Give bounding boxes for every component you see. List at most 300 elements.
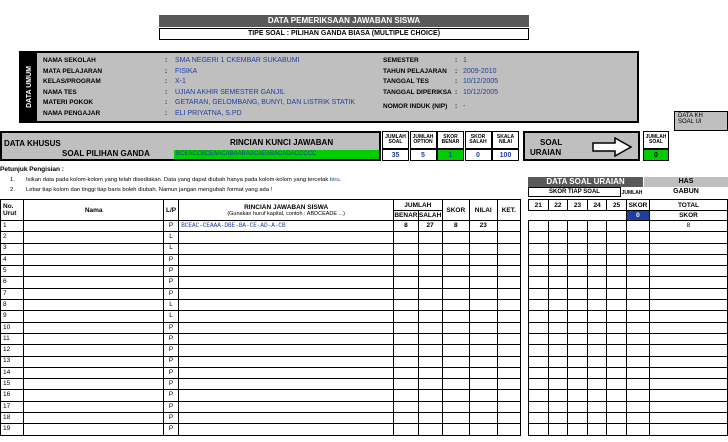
total-skor-cell	[649, 413, 727, 424]
cell-ket[interactable]	[497, 243, 521, 254]
info-colon: :	[165, 57, 168, 64]
uraian-score-cell[interactable]	[607, 390, 627, 401]
uraian-score-cell[interactable]	[529, 401, 549, 412]
uraian-score-cell[interactable]	[568, 311, 588, 322]
cell-nilai	[470, 333, 498, 344]
cell-rincian[interactable]	[179, 424, 394, 435]
uraian-score-cell[interactable]	[568, 345, 588, 356]
uraian-skor-cell	[626, 311, 649, 322]
cell-no: 17	[1, 401, 24, 412]
uraian-soal-21: 21	[529, 200, 549, 211]
cell-rincian[interactable]	[179, 322, 394, 333]
uraian-score-cell[interactable]	[529, 243, 549, 254]
uraian-score-cell[interactable]	[548, 300, 568, 311]
uraian-score-cell[interactable]	[568, 333, 588, 344]
info-colon: :	[455, 102, 458, 110]
cell-nama[interactable]	[24, 345, 164, 356]
cell-lp[interactable]: P	[163, 322, 178, 333]
cell-no: 5	[1, 266, 24, 277]
uraian-row	[529, 232, 728, 243]
cell-lp[interactable]: P	[163, 288, 178, 299]
cell-salah	[418, 266, 442, 277]
uraian-skor-cell	[626, 333, 649, 344]
uraian-score-cell[interactable]	[529, 221, 549, 232]
cell-no: 11	[1, 333, 24, 344]
cell-nama[interactable]	[24, 322, 164, 333]
kunci-jawaban-field[interactable]: BCEACCBCEAACABAABAACAEABACADACCCCC	[174, 150, 379, 159]
rincian-kunci-label: RINCIAN KUNCI JAWABAN	[230, 138, 334, 147]
sheet-subtitle: TIPE SOAL : PILIHAN GANDA BIASA (MULTIPLE CHOICE)	[159, 28, 529, 40]
uraian-row	[529, 401, 728, 412]
cell-salah	[418, 379, 442, 390]
info-value[interactable]: UJIAN AKHIR SEMESTER GANJIL	[175, 88, 286, 96]
info-value[interactable]: SMA NEGERI 1 CKEMBAR SUKABUMI	[175, 57, 300, 64]
uraian-score-cell[interactable]	[607, 424, 627, 435]
uraian-score-cell[interactable]	[607, 413, 627, 424]
uraian-row	[529, 390, 728, 401]
uraian-score-cell[interactable]	[587, 254, 607, 265]
info-colon: :	[455, 78, 458, 85]
col-nama: Nama	[24, 200, 164, 221]
cell-nilai	[470, 288, 498, 299]
cell-nama[interactable]	[24, 413, 164, 424]
uraian-score-cell[interactable]	[548, 401, 568, 412]
uraian-col-value[interactable]: 0	[643, 149, 669, 161]
uraian-score-cell[interactable]	[607, 277, 627, 288]
uraian-score-cell[interactable]	[568, 424, 588, 435]
cell-nilai	[470, 266, 498, 277]
cell-no: 6	[1, 277, 24, 288]
cell-lp[interactable]: P	[163, 367, 178, 378]
uraian-score-cell[interactable]	[529, 333, 549, 344]
uraian-skor-cell	[626, 300, 649, 311]
uraian-score-cell[interactable]	[568, 356, 588, 367]
info-row	[43, 57, 393, 68]
cell-benar	[394, 266, 419, 277]
cell-lp[interactable]: P	[163, 333, 178, 344]
uraian-score-cell[interactable]	[607, 288, 627, 299]
cell-rincian[interactable]	[179, 367, 394, 378]
cell-nama[interactable]	[24, 356, 164, 367]
cell-ket[interactable]	[497, 401, 521, 412]
cell-rincian[interactable]	[179, 390, 394, 401]
uraian-score-cell[interactable]	[548, 277, 568, 288]
cell-salah	[418, 254, 442, 265]
info-value[interactable]: ELI PRIYATNA, S.PD	[175, 109, 242, 117]
cell-rincian[interactable]	[179, 311, 394, 322]
cell-rincian[interactable]	[179, 254, 394, 265]
table-row	[1, 254, 521, 265]
table-row	[1, 424, 521, 435]
total-skor-cell	[649, 300, 727, 311]
cell-lp[interactable]: P	[163, 424, 178, 435]
cell-lp[interactable]: P	[163, 254, 178, 265]
uraian-score-cell[interactable]	[607, 345, 627, 356]
uraian-soal-22: 22	[548, 200, 568, 211]
uraian-score-cell[interactable]	[568, 322, 588, 333]
cell-nama[interactable]	[24, 266, 164, 277]
uraian-score-cell[interactable]	[607, 401, 627, 412]
cell-ket[interactable]	[497, 254, 521, 265]
uraian-score-cell[interactable]	[548, 243, 568, 254]
table-row	[1, 356, 521, 367]
total-skor-cell	[649, 345, 727, 356]
total-skor-cell	[649, 322, 727, 333]
uraian-score-cell[interactable]	[529, 367, 549, 378]
cell-nama[interactable]	[24, 401, 164, 412]
cell-salah	[418, 367, 442, 378]
cell-nilai	[470, 401, 498, 412]
cell-rincian[interactable]: BCEAC-CEAAA-DBE-BA-CE-AD-A-CB	[179, 221, 394, 232]
uraian-score-cell[interactable]	[587, 243, 607, 254]
uraian-score-cell[interactable]	[529, 345, 549, 356]
info-colon: :	[165, 99, 168, 106]
uraian-score-cell[interactable]	[587, 379, 607, 390]
uraian-score-cell[interactable]	[529, 300, 549, 311]
cell-ket[interactable]	[497, 356, 521, 367]
khusus-col-header: SKOR BENAR	[437, 131, 464, 149]
khusus-col-header: SKOR SALAH	[465, 131, 492, 149]
cell-lp[interactable]: P	[163, 277, 178, 288]
uraian-skor-cell	[626, 390, 649, 401]
cell-skor	[442, 266, 470, 277]
cell-rincian[interactable]	[179, 379, 394, 390]
cell-ket[interactable]	[497, 300, 521, 311]
cell-nama[interactable]	[24, 333, 164, 344]
cell-lp[interactable]: P	[163, 221, 178, 232]
uraian-score-cell[interactable]	[548, 413, 568, 424]
uraian-score-cell[interactable]	[587, 333, 607, 344]
uraian-score-cell[interactable]	[607, 300, 627, 311]
info-row	[43, 78, 393, 89]
cell-rincian[interactable]	[179, 288, 394, 299]
cell-nama[interactable]	[24, 232, 164, 243]
cell-rincian[interactable]	[179, 333, 394, 344]
uraian-score-cell[interactable]	[568, 288, 588, 299]
uraian-score-cell[interactable]	[548, 322, 568, 333]
data-khusus-label: DATA KHUSUS	[4, 139, 61, 148]
info-colon: :	[165, 109, 168, 117]
cell-lp[interactable]: L	[163, 232, 178, 243]
cell-salah	[418, 424, 442, 435]
uraian-score-cell[interactable]	[607, 243, 627, 254]
khusus-col-value[interactable]: 1	[437, 149, 464, 161]
uraian-score-cell[interactable]	[607, 221, 627, 232]
uraian-score-cell[interactable]	[587, 300, 607, 311]
uraian-score-cell[interactable]	[587, 311, 607, 322]
cell-ket[interactable]	[497, 424, 521, 435]
total-skor-cell	[649, 311, 727, 322]
uraian-row	[529, 300, 728, 311]
cell-nilai	[470, 300, 498, 311]
info-value[interactable]: 10/12/2005	[463, 88, 499, 96]
uraian-score-cell[interactable]	[607, 322, 627, 333]
khusus-col-header: JUMLAH OPTION	[410, 131, 437, 149]
cell-benar	[394, 288, 419, 299]
cell-nama[interactable]	[24, 288, 164, 299]
uraian-score-cell[interactable]	[568, 243, 588, 254]
cell-no: 7	[1, 288, 24, 299]
cell-lp[interactable]: P	[163, 390, 178, 401]
cell-rincian[interactable]	[179, 266, 394, 277]
uraian-score-cell[interactable]	[548, 424, 568, 435]
cell-benar	[394, 322, 419, 333]
cell-no: 16	[1, 390, 24, 401]
uraian-score-cell[interactable]	[587, 367, 607, 378]
cell-nilai	[470, 379, 498, 390]
table-row	[1, 243, 521, 254]
uraian-score-cell[interactable]	[529, 413, 549, 424]
total-skor-cell	[649, 390, 727, 401]
uraian-score-cell[interactable]	[607, 266, 627, 277]
uraian-score-cell[interactable]	[587, 288, 607, 299]
uraian-score-cell[interactable]	[529, 379, 549, 390]
table-row	[1, 221, 521, 232]
cell-ket[interactable]	[497, 221, 521, 232]
cell-rincian[interactable]	[179, 277, 394, 288]
table-row	[1, 232, 521, 243]
cell-ket[interactable]	[497, 322, 521, 333]
uraian-score-cell[interactable]	[568, 367, 588, 378]
uraian-skor-cell	[626, 221, 649, 232]
info-label: NOMOR INDUK (NIP)	[383, 102, 448, 110]
uraian-skor-cell	[626, 367, 649, 378]
cell-lp[interactable]: L	[163, 311, 178, 322]
uraian-score-cell[interactable]	[568, 266, 588, 277]
uraian-score-cell[interactable]	[568, 254, 588, 265]
uraian-skor-cell	[626, 379, 649, 390]
cell-nama[interactable]	[24, 379, 164, 390]
soal-pg-label: SOAL PILIHAN GANDA	[62, 149, 150, 158]
uraian-score-cell[interactable]	[548, 390, 568, 401]
total-skor-cell: 8	[649, 221, 727, 232]
uraian-score-cell[interactable]	[548, 232, 568, 243]
info-value[interactable]: X-1	[175, 78, 186, 85]
uraian-score-cell[interactable]	[529, 232, 549, 243]
cell-ket[interactable]	[497, 288, 521, 299]
table-row	[1, 311, 521, 322]
uraian-score-cell[interactable]	[529, 390, 549, 401]
info-colon: :	[455, 67, 458, 75]
cell-ket[interactable]	[497, 333, 521, 344]
cell-nama[interactable]	[24, 221, 164, 232]
uraian-score-cell[interactable]	[607, 254, 627, 265]
table-row	[1, 277, 521, 288]
cell-lp[interactable]: P	[163, 345, 178, 356]
arrow-right-icon	[591, 137, 633, 157]
uraian-score-cell[interactable]	[548, 254, 568, 265]
info-label: NAMA SEKOLAH	[43, 57, 96, 64]
cell-lp[interactable]: L	[163, 300, 178, 311]
cell-nama[interactable]	[24, 254, 164, 265]
info-value[interactable]: FISIKA	[175, 67, 198, 75]
uraian-score-cell[interactable]	[548, 266, 568, 277]
uraian-score-cell[interactable]	[529, 266, 549, 277]
col-no: No.	[3, 203, 14, 210]
cell-rincian[interactable]	[179, 401, 394, 412]
total-skor-cell	[649, 277, 727, 288]
uraian-score-cell[interactable]	[568, 221, 588, 232]
uraian-score-cell[interactable]	[568, 300, 588, 311]
uraian-score-cell[interactable]	[587, 322, 607, 333]
khusus-col-value[interactable]: 35	[382, 149, 409, 161]
petunjuk-text: Isikan data pada kolom-kolom yang telah disediakan. Data yang dapat diubah hanya pada kolom-kolom yang tercetak biru.	[26, 177, 342, 183]
uraian-score-cell[interactable]	[568, 379, 588, 390]
uraian-soal-24: 24	[587, 200, 607, 211]
uraian-skor-cell	[626, 243, 649, 254]
cell-nama[interactable]	[24, 367, 164, 378]
cell-rincian[interactable]	[179, 356, 394, 367]
uraian-score-cell[interactable]	[529, 277, 549, 288]
uraian-score-cell[interactable]	[568, 232, 588, 243]
table-row	[1, 322, 521, 333]
info-value[interactable]: 1	[463, 57, 467, 64]
cell-salah	[418, 243, 442, 254]
uraian-score-cell[interactable]	[587, 390, 607, 401]
cell-ket[interactable]	[497, 266, 521, 277]
col-ket: KET.	[497, 200, 521, 221]
total-skor-cell	[649, 243, 727, 254]
cell-rincian[interactable]	[179, 300, 394, 311]
uraian-score-cell[interactable]	[529, 254, 549, 265]
info-value[interactable]: -	[463, 102, 466, 110]
uraian-score-cell[interactable]	[587, 356, 607, 367]
uraian-score-cell[interactable]	[548, 367, 568, 378]
cell-salah	[418, 345, 442, 356]
cell-ket[interactable]	[497, 390, 521, 401]
cell-skor	[442, 243, 470, 254]
uraian-score-cell[interactable]	[587, 424, 607, 435]
skor2-header: SKOR	[649, 211, 727, 221]
cell-no: 1	[1, 221, 24, 232]
uraian-score-cell[interactable]	[568, 401, 588, 412]
cell-rincian[interactable]	[179, 232, 394, 243]
soal-uraian-band	[523, 131, 640, 161]
khusus-col-value[interactable]: 0	[465, 149, 492, 161]
cell-nama[interactable]	[24, 424, 164, 435]
uraian-score-cell[interactable]	[548, 221, 568, 232]
info-colon: :	[165, 88, 168, 96]
table-row	[1, 379, 521, 390]
cell-rincian[interactable]	[179, 345, 394, 356]
cell-lp[interactable]: P	[163, 379, 178, 390]
total-skor-cell	[649, 367, 727, 378]
cell-nama[interactable]	[24, 390, 164, 401]
cell-nilai	[470, 390, 498, 401]
uraian-score-cell[interactable]	[587, 221, 607, 232]
table-row	[1, 401, 521, 412]
cell-lp[interactable]: P	[163, 401, 178, 412]
info-value[interactable]: 2009-2010	[463, 67, 497, 75]
uraian-score-cell[interactable]	[607, 232, 627, 243]
uraian-score-table	[528, 199, 728, 436]
cell-skor	[442, 277, 470, 288]
cell-ket[interactable]	[497, 379, 521, 390]
cell-nama[interactable]	[24, 300, 164, 311]
uraian-score-cell[interactable]	[548, 311, 568, 322]
cell-nilai	[470, 413, 498, 424]
data-umum-panel	[19, 51, 639, 123]
uraian-score-cell[interactable]	[568, 390, 588, 401]
khusus-col-value[interactable]: 100	[492, 149, 519, 161]
uraian-score-cell[interactable]	[529, 322, 549, 333]
uraian-score-cell[interactable]	[587, 232, 607, 243]
uraian-score-cell[interactable]	[529, 424, 549, 435]
cell-nama[interactable]	[24, 277, 164, 288]
cell-lp[interactable]: L	[163, 243, 178, 254]
uraian-score-cell[interactable]	[607, 356, 627, 367]
cell-skor	[442, 379, 470, 390]
cell-benar	[394, 379, 419, 390]
uraian-score-cell[interactable]	[587, 277, 607, 288]
cell-lp[interactable]: P	[163, 266, 178, 277]
uraian-score-cell[interactable]	[548, 379, 568, 390]
info-value[interactable]: 10/12/2005	[463, 78, 499, 85]
cell-nama[interactable]	[24, 243, 164, 254]
col-skor: SKOR	[442, 200, 470, 221]
uraian-score-cell[interactable]	[587, 345, 607, 356]
cell-no: 18	[1, 413, 24, 424]
cell-benar	[394, 243, 419, 254]
table-row	[1, 367, 521, 378]
uraian-score-cell[interactable]	[548, 345, 568, 356]
uraian-score-cell[interactable]	[587, 266, 607, 277]
uraian-skor-cell	[626, 356, 649, 367]
info-value[interactable]: GETARAN, GELOMBANG, BUNYI, DAN LISTRIK STATIK	[175, 99, 356, 106]
skor-uraian-value: 0	[626, 211, 649, 221]
cell-nilai	[470, 322, 498, 333]
cell-rincian[interactable]	[179, 243, 394, 254]
cell-ket[interactable]	[497, 311, 521, 322]
info-row	[383, 103, 633, 114]
cell-ket[interactable]	[497, 413, 521, 424]
cell-ket[interactable]	[497, 232, 521, 243]
data-soal-uraian-header: DATA SOAL URAIAN	[528, 177, 643, 187]
uraian-score-cell[interactable]	[529, 356, 549, 367]
uraian-score-cell[interactable]	[548, 333, 568, 344]
info-label: MATERI POKOK	[43, 99, 94, 106]
table-row	[1, 390, 521, 401]
total-skor-cell	[649, 288, 727, 299]
uraian-score-cell[interactable]	[587, 413, 607, 424]
uraian-score-cell[interactable]	[548, 288, 568, 299]
uraian-score-cell[interactable]	[607, 311, 627, 322]
skor-tiap-soal: SKOR TIAP SOAL	[528, 187, 621, 197]
uraian-score-cell[interactable]	[607, 367, 627, 378]
uraian-soal-25: 25	[607, 200, 627, 211]
cell-nama[interactable]	[24, 311, 164, 322]
uraian-score-cell[interactable]	[529, 311, 549, 322]
uraian-score-cell[interactable]	[548, 356, 568, 367]
khusus-col-header: SKALA NILAI	[492, 131, 519, 149]
cell-lp[interactable]: P	[163, 413, 178, 424]
khusus-col-value[interactable]: 5	[410, 149, 437, 161]
uraian-score-cell[interactable]	[568, 413, 588, 424]
cell-lp[interactable]: P	[163, 356, 178, 367]
cell-ket[interactable]	[497, 367, 521, 378]
cell-ket[interactable]	[497, 277, 521, 288]
uraian-row	[529, 367, 728, 378]
cell-ket[interactable]	[497, 345, 521, 356]
col-jumlah: JUMLAH	[394, 200, 442, 211]
uraian-score-cell[interactable]	[587, 401, 607, 412]
cell-rincian[interactable]	[179, 413, 394, 424]
cell-skor	[442, 300, 470, 311]
uraian-score-cell[interactable]	[607, 379, 627, 390]
uraian-score-cell[interactable]	[568, 277, 588, 288]
uraian-score-cell[interactable]	[607, 333, 627, 344]
uraian-score-cell[interactable]	[529, 288, 549, 299]
